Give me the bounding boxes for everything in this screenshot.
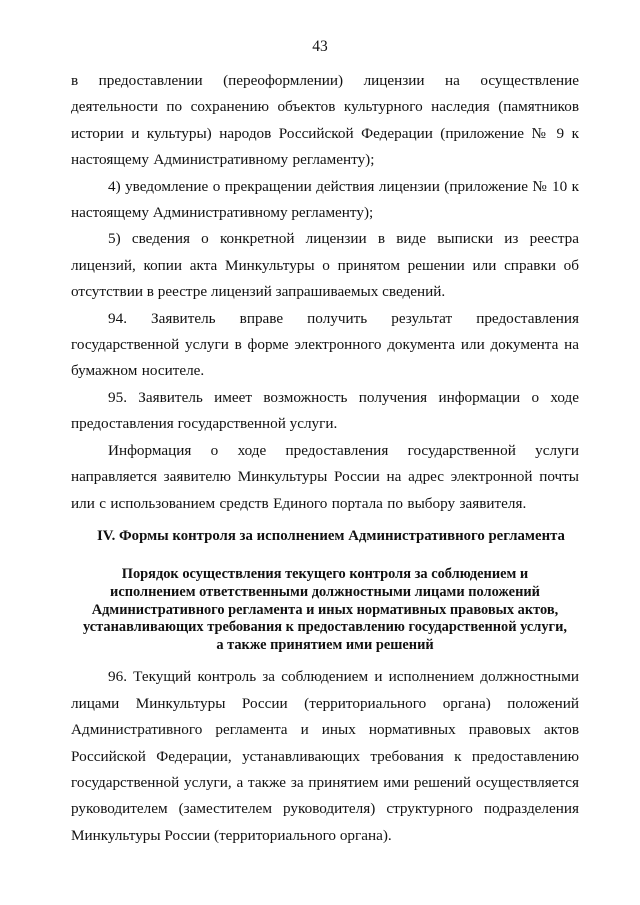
paragraph-item-5: 5) сведения о конкретной лицензии в виде выписки из реестра лицензий, копии акта Минкультуры о принятом решении или справки об отсутствии в реестре лицензий запрашиваемых сведений.: [71, 230, 579, 301]
paragraph-item-4: 4) уведомление о прекращении действия лицензии (приложение № 10 к настоящему Административному регламенту);: [71, 177, 579, 222]
paragraph-94: 94. Заявитель вправе получить результат предоставления государственной услуги в форме электронного документа или документа на бумажном носителе.: [71, 309, 579, 380]
paragraph-continuation: в предоставлении (переоформлении) лицензии на осуществление деятельности по сохранению объектов культурного наследия (памятников истории и культуры) народов Российской Федерации (приложение № 9 к настоящему Административному регламенту);: [71, 72, 579, 169]
paragraph-96: 96. Текущий контроль за соблюдением и исполнением должностными лицами Минкультуры России (территориального органа) положений Административного регламента и иных нормативных правовых актов Российской Федерации, устанавливающих требования к предоставлению государственной услуги, а также за принятием ими решений осуществляется руководителем (заместителем руководителя) структурного подразделения Минкультуры России (территориального органа).: [71, 668, 579, 844]
page-content: [71, 68, 579, 849]
paragraph-information: Информация о ходе предоставления государственной услуги направляется заявителю Минкультуры России на адрес электронной почты или с использованием средств Единого портала по выбору заявителя.: [71, 441, 579, 512]
subsection-heading-line: исполнением ответственными должностными лицами положений: [110, 583, 540, 600]
paragraph-95: 95. Заявитель имеет возможность получения информации о ходе предоставления государственной услуги.: [71, 388, 579, 433]
subsection-heading-line: а также принятием ими решений: [216, 636, 434, 653]
subsection-heading-line: Административного регламента и иных нормативных правовых актов,: [91, 601, 559, 618]
subsection-heading: [71, 566, 579, 654]
page-number: 43: [312, 38, 328, 55]
section-heading-iv: IV. Формы контроля за исполнением Административного регламента: [97, 527, 565, 544]
subsection-heading-line: Порядок осуществления текущего контроля за соблюдением и: [121, 566, 529, 583]
subsection-heading-line: устанавливающих требования к предоставлению государственной услуги,: [83, 619, 567, 636]
